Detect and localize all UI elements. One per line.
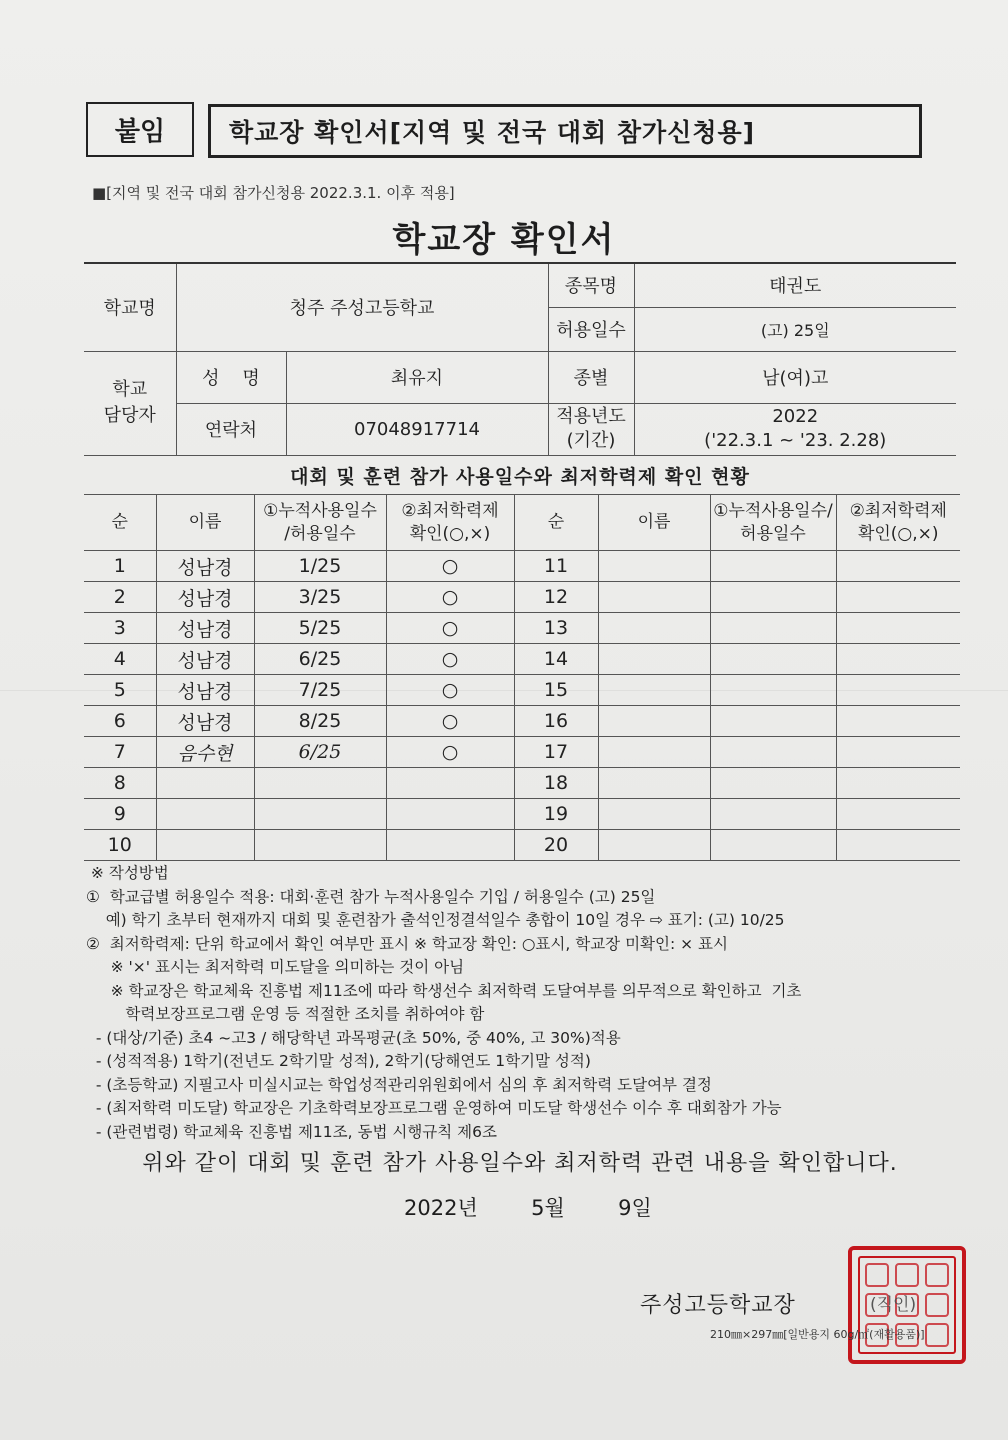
row-name (156, 799, 254, 830)
row-no-2: 19 (514, 799, 598, 830)
header-name-2: 이름 (598, 495, 710, 551)
table-row (84, 551, 960, 582)
row-days: 6/25 (254, 644, 386, 675)
allowed-days-label: 허용일수 (548, 307, 634, 351)
header-no-2: 순 (514, 495, 598, 551)
row-check (386, 799, 514, 830)
row-name-2 (598, 768, 710, 799)
note-line: ※ '×' 표시는 최저학력 미도달을 의미하는 것이 아님 (86, 958, 465, 976)
row-days-2 (710, 706, 836, 737)
row-no: 6 (84, 706, 156, 737)
row-name: 성남경 (156, 644, 254, 675)
row-no: 3 (84, 613, 156, 644)
school-label: 학교명 (84, 263, 176, 351)
row-no-2: 17 (514, 737, 598, 768)
row-days: 1/25 (254, 551, 386, 582)
seal-mark-text: (직인) (870, 1295, 917, 1315)
name-label: 성 명 (176, 351, 286, 403)
row-check-2 (836, 551, 960, 582)
principal-name: 주성고등학교장 (640, 1293, 796, 1318)
row-name-2 (598, 830, 710, 861)
note-line: - (성적적용) 1학기(전년도 2학기말 성적), 2학기(당해연도 1학기말 성적) (86, 1052, 591, 1070)
note-line: - (대상/기준) 초4 ~고3 / 해당학년 과목평균(초 50%, 중 40%, 고 30%)적용 (86, 1028, 621, 1047)
row-check-2 (836, 613, 960, 644)
note-line: 학력보장프로그램 운영 등 적절한 조치를 취하여야 함 (86, 1005, 485, 1023)
note-line: - (초등학교) 지필고사 미실시교는 학업성적관리위원회에서 심의 후 최저학력 도달여부 결정 (86, 1075, 712, 1094)
header-no: 순 (84, 495, 156, 551)
row-days-2 (710, 675, 836, 706)
row-check-2 (836, 830, 960, 861)
year-cell (634, 403, 956, 455)
row-days (254, 799, 386, 830)
row-check: ○ (386, 706, 514, 737)
row-no: 9 (84, 799, 156, 830)
row-no: 1 (84, 551, 156, 582)
row-check: ○ (386, 675, 514, 706)
row-days-2 (710, 737, 836, 768)
contact-value: 07048917714 (286, 403, 548, 455)
table-row (84, 644, 960, 675)
usage-section-title: 대회 및 훈련 참가 사용일수와 최저학력제 확인 현황 (290, 466, 750, 488)
gender-label: 종별 (548, 351, 634, 403)
row-check: ○ (386, 551, 514, 582)
header-check-2: ②최저학력제 확인(○,×) (836, 495, 960, 551)
row-days-2 (710, 613, 836, 644)
row-check-2 (836, 768, 960, 799)
row-name: 음수현 (156, 737, 254, 768)
table-row (84, 768, 960, 799)
row-name: 성남경 (156, 706, 254, 737)
row-no: 2 (84, 582, 156, 613)
info-table (84, 262, 956, 456)
row-days-2 (710, 768, 836, 799)
period-value: ('22.3.1 ~ '23. 2.28) (704, 430, 887, 451)
row-no-2: 13 (514, 613, 598, 644)
row-days: 6/25 (254, 737, 386, 768)
gender-value: 남(여)고 (634, 351, 956, 403)
event-label: 종목명 (548, 263, 634, 307)
row-name-2 (598, 551, 710, 582)
instructions (86, 862, 966, 1144)
header-name: 이름 (156, 495, 254, 551)
table-row (84, 582, 960, 613)
allowed-days-value: (고) 25일 (634, 307, 956, 351)
note-line: ② 최저학력제: 단위 학교에서 확인 여부만 표시 ※ 학교장 확인: ○표시, 학교장 미확인: × 표시 (86, 934, 729, 953)
note-line: 예) 학기 초부터 현재까지 대회 및 훈련참가 출석인정결석일수 총합이 10일 경우 ⇨ 표기: (고) 10/25 (86, 911, 785, 929)
row-days-2 (710, 582, 836, 613)
row-name-2 (598, 675, 710, 706)
row-check: ○ (386, 737, 514, 768)
issue-date: 2022년 5월 9일 (404, 1196, 652, 1220)
row-no: 5 (84, 675, 156, 706)
manager-label: 학교 담당자 (84, 351, 176, 455)
row-no-2: 11 (514, 551, 598, 582)
row-name-2 (598, 737, 710, 768)
header-days: ①누적사용일수 /허용일수 (254, 495, 386, 551)
header-check: ②최저학력제 확인(○,×) (386, 495, 514, 551)
header-days-2: ①누적사용일수/ 허용일수 (710, 495, 836, 551)
usage-table (84, 494, 960, 861)
row-name: 성남경 (156, 551, 254, 582)
row-no: 10 (84, 830, 156, 861)
note-line: ※ 작성방법 (86, 864, 169, 882)
note-line: - (관련법령) 학교체육 진흥법 제11조, 동법 시행규칙 제6조 (86, 1122, 497, 1141)
row-no: 8 (84, 768, 156, 799)
year-value: 2022 (772, 406, 819, 427)
document-header-title: 학교장 확인서[지역 및 전국 대회 참가신청용] (208, 104, 922, 158)
row-check-2 (836, 706, 960, 737)
row-no-2: 16 (514, 706, 598, 737)
table-row (84, 799, 960, 830)
row-check-2 (836, 675, 960, 706)
note-line: ① 학교급별 허용일수 적용: 대회·훈련 참가 누적사용일수 기입 / 허용일수 (고) 25일 (86, 887, 656, 906)
table-row (84, 830, 960, 861)
row-check-2 (836, 644, 960, 675)
row-days: 7/25 (254, 675, 386, 706)
note-line: ※ 학교장은 학교체육 진흥법 제11조에 따라 학생선수 최저학력 도달여부를 의무적으로 확인하고 기초 (86, 981, 802, 1000)
row-days (254, 830, 386, 861)
name-value: 최유지 (286, 351, 548, 403)
row-no-2: 15 (514, 675, 598, 706)
row-days-2 (710, 799, 836, 830)
row-check: ○ (386, 644, 514, 675)
row-no-2: 20 (514, 830, 598, 861)
row-name (156, 768, 254, 799)
row-no: 4 (84, 644, 156, 675)
row-name-2 (598, 582, 710, 613)
row-name: 성남경 (156, 613, 254, 644)
row-check-2 (836, 799, 960, 830)
note-line: - (최저학력 미도달) 학교장은 기초학력보장프로그램 운영하여 미도달 학생선수 이수 후 대회참가 가능 (86, 1099, 782, 1117)
row-days-2 (710, 551, 836, 582)
row-check: ○ (386, 582, 514, 613)
paper-size-note: 210㎜×297㎜[일반용지 60g/㎡(재활용품)] (710, 1328, 925, 1341)
row-name-2 (598, 644, 710, 675)
table-row (84, 737, 960, 768)
row-check-2 (836, 582, 960, 613)
school-value: 청주 주성고등학교 (176, 263, 548, 351)
row-name-2 (598, 706, 710, 737)
row-days: 8/25 (254, 706, 386, 737)
page-title: 학교장 확인서 (392, 220, 616, 260)
row-name-2 (598, 613, 710, 644)
row-check: ○ (386, 613, 514, 644)
row-days (254, 768, 386, 799)
row-check (386, 830, 514, 861)
applicability-note: ■[지역 및 전국 대회 참가신청용 2022.3.1. 이후 적용] (92, 184, 455, 202)
confirmation-statement: 위와 같이 대회 및 훈련 참가 사용일수와 최저학력 관련 내용을 확인합니다. (142, 1151, 898, 1176)
row-no-2: 14 (514, 644, 598, 675)
row-days: 5/25 (254, 613, 386, 644)
table-row (84, 706, 960, 737)
table-row (84, 613, 960, 644)
year-label: 적용년도 (기간) (548, 403, 634, 455)
row-check (386, 768, 514, 799)
row-no-2: 12 (514, 582, 598, 613)
row-name-2 (598, 799, 710, 830)
row-no: 7 (84, 737, 156, 768)
row-days-2 (710, 644, 836, 675)
contact-label: 연락처 (176, 403, 286, 455)
row-days-2 (710, 830, 836, 861)
row-no-2: 18 (514, 768, 598, 799)
row-name (156, 830, 254, 861)
row-days: 3/25 (254, 582, 386, 613)
row-check-2 (836, 737, 960, 768)
row-name: 성남경 (156, 582, 254, 613)
attachment-label: 붙임 (86, 102, 194, 157)
row-name: 성남경 (156, 675, 254, 706)
table-row (84, 675, 960, 706)
event-value: 태권도 (634, 263, 956, 307)
